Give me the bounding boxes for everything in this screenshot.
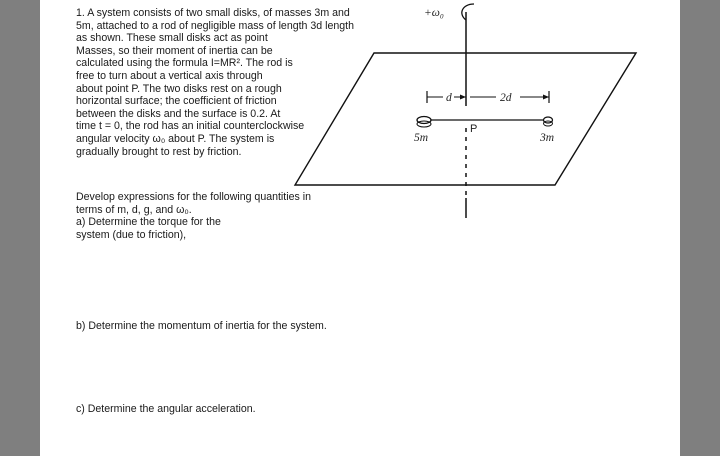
problem-line: horizontal surface; the coefficient of friction [76,95,277,108]
problem-statement [76,7,354,158]
develop-line: Develop expressions for the following quantities in [76,191,311,203]
two-d-label: 2d [500,92,512,104]
problem-line: time t = 0, the rod has an initial counterclockwise [76,120,305,133]
mass-3m-label: 3m [540,132,555,144]
problem-line: angular velocity ω₀ about P. The system is [76,132,275,145]
problem-line: about point P. The two disks rest on a rough [76,82,282,95]
question-b: b) Determine the momentum of inertia for the system. [76,320,327,332]
d-label: d [446,92,452,104]
question-a-line: a) Determine the torque for the [76,216,221,229]
problem-line: calculated using the formula I=MR². The rod is [76,57,293,70]
problem-line: 5m, attached to a rod of negligible mass of length 3d length [76,19,354,32]
disk-3m [544,117,553,123]
question-a-line: system (due to friction), [76,228,187,241]
problem-line: Masses, so their moment of inertia can be [76,44,273,57]
disk-5m [417,117,431,124]
problem-line: 1. A system consists of two small disks, of masses 3m and [76,7,350,19]
problem-line: as shown. These small disks act as point [76,32,268,45]
problem-line: gradually brought to rest by friction. [76,145,242,158]
arrowhead-2d-right [543,95,549,100]
problem-line: between the disks and the surface is 0.2. At [76,107,281,120]
question-c: c) Determine the angular acceleration. [76,403,256,415]
rotation-arrow-icon [462,4,474,20]
arrowhead-d-right [460,95,466,100]
mass-5m-label: 5m [414,132,429,144]
pivot-p-label: P [470,123,478,135]
develop-instructions [76,191,311,241]
omega-label: +ω₀ [424,7,444,19]
develop-line: terms of m, d, g, and ω₀. [76,203,192,216]
problem-line: free to turn about a vertical axis through [76,69,263,82]
